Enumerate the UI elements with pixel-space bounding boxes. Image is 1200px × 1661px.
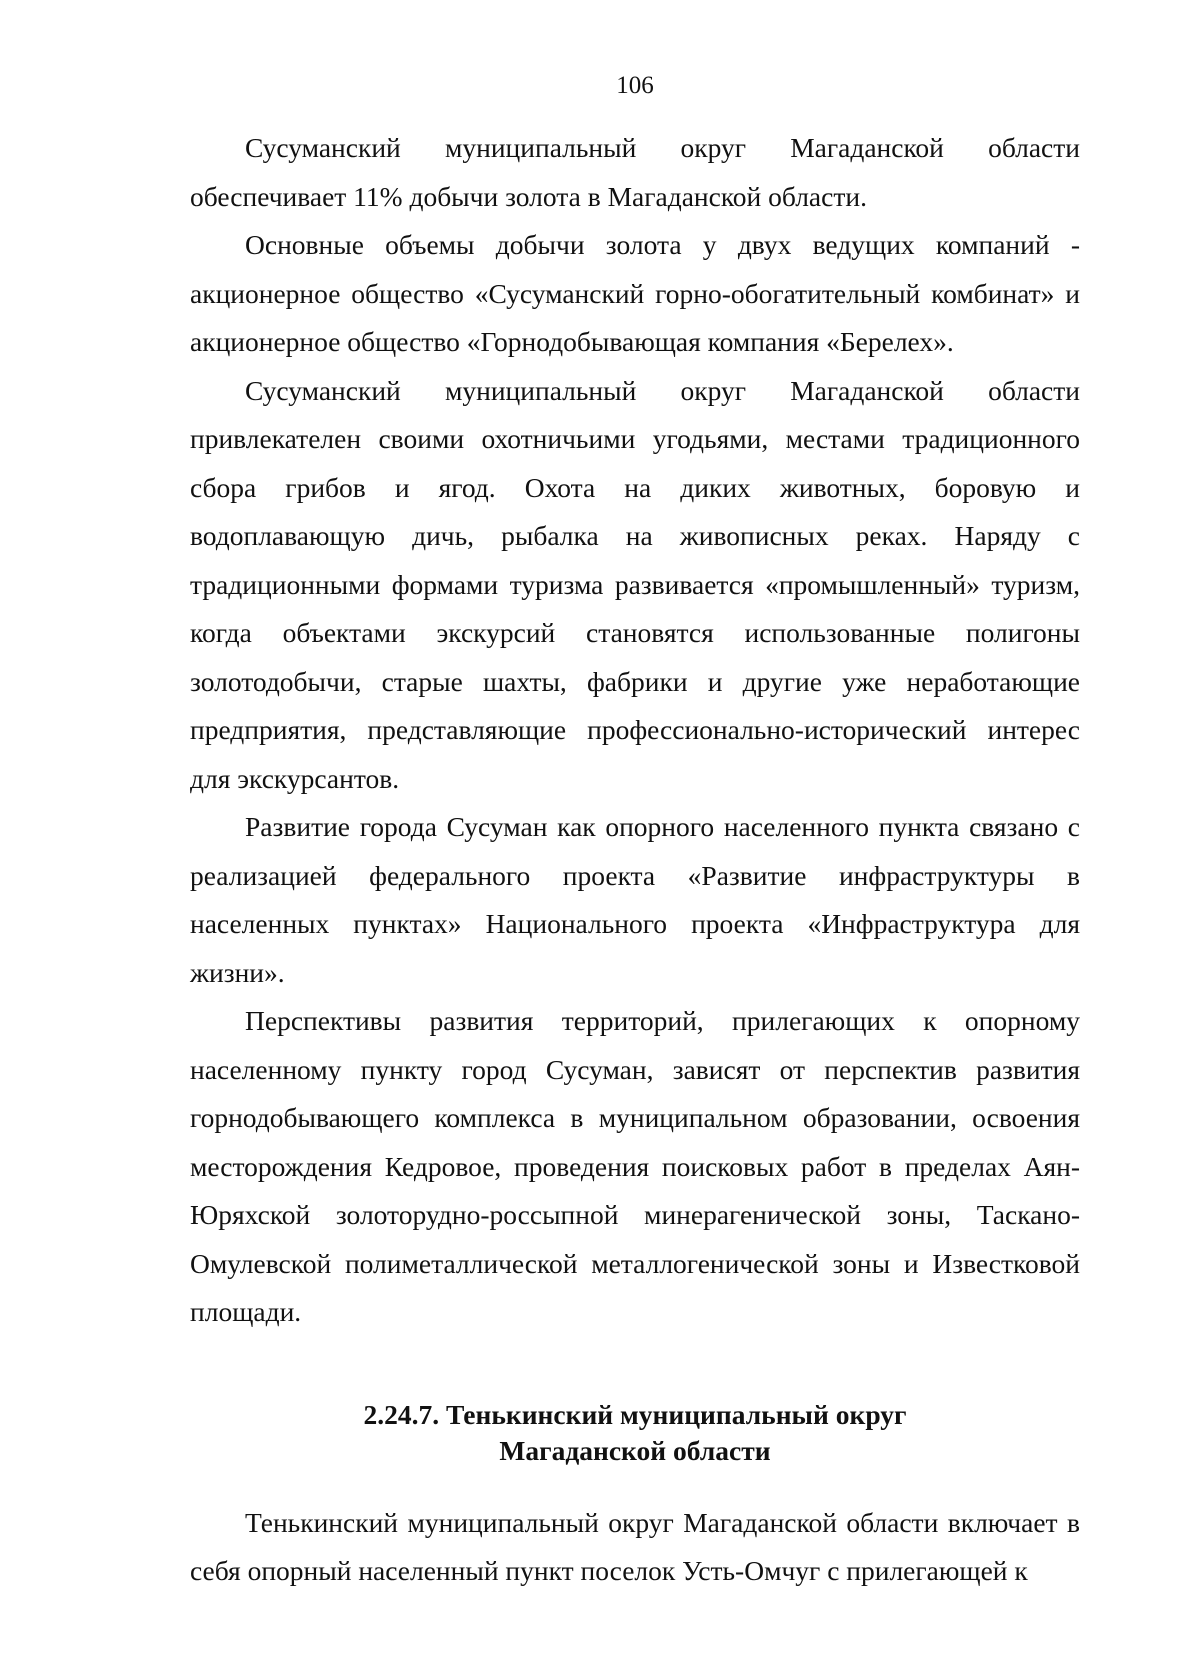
paragraph: Основные объемы добычи золота у двух ведущих компаний - акционерное общество «Сусуманский горно-обогатительный комбинат» и акционерное общество «Горнодобывающая компания «Берелех». [190, 229, 1080, 357]
paragraph: Тенькинский муниципальный округ Магаданской области включает в себя опорный населенный пункт поселок Усть-Омчуг с прилегающей к [190, 1506, 1080, 1586]
paragraph: Сусуманский муниципальный округ Магаданской области привлекателен своими охотничьими угодьями, местами традиционного сбора грибов и ягод. Охота на диких животных, боровую и водоплавающую дичь, рыбалка на живописных реках. Наряду с традиционными формами туризма развивается «промышленный» туризм, когда объектами экскурсий становятся использованные полигоны золотодобычи, старые шахты, фабрики и другие уже неработающие предприятия, представляющие профессионально-исторический интерес для экскурсантов. [190, 374, 1080, 794]
section-heading [190, 1397, 1080, 1469]
document-body [190, 124, 1080, 1596]
section-heading-line: 2.24.7. Тенькинский муниципальный округ [363, 1398, 907, 1430]
section-heading-line: Магаданской области [499, 1434, 771, 1466]
paragraph: Развитие города Сусуман как опорного населенного пункта связано с реализацией федерального проекта «Развитие инфраструктуры в населенных пунктах» Национального проекта «Инфраструктура для жизни». [190, 811, 1080, 988]
paragraph: Перспективы развития территорий, прилегающих к опорному населенному пункту город Сусуман, зависят от перспектив развития горнодобывающего комплекса в муниципальном образовании, освоения месторождения Кедровое, проведения поисковых работ в пределах Аян-Юряхской золоторудно-россыпной минерагенической зоны, Таскано-Омулевской полиметаллической металлогенической зоны и Известковой площади. [190, 1005, 1080, 1327]
paragraph: Сусуманский муниципальный округ Магаданской области обеспечивает 11% добычи золота в Магаданской области. [190, 132, 1080, 212]
page-number: 106 [616, 72, 654, 99]
